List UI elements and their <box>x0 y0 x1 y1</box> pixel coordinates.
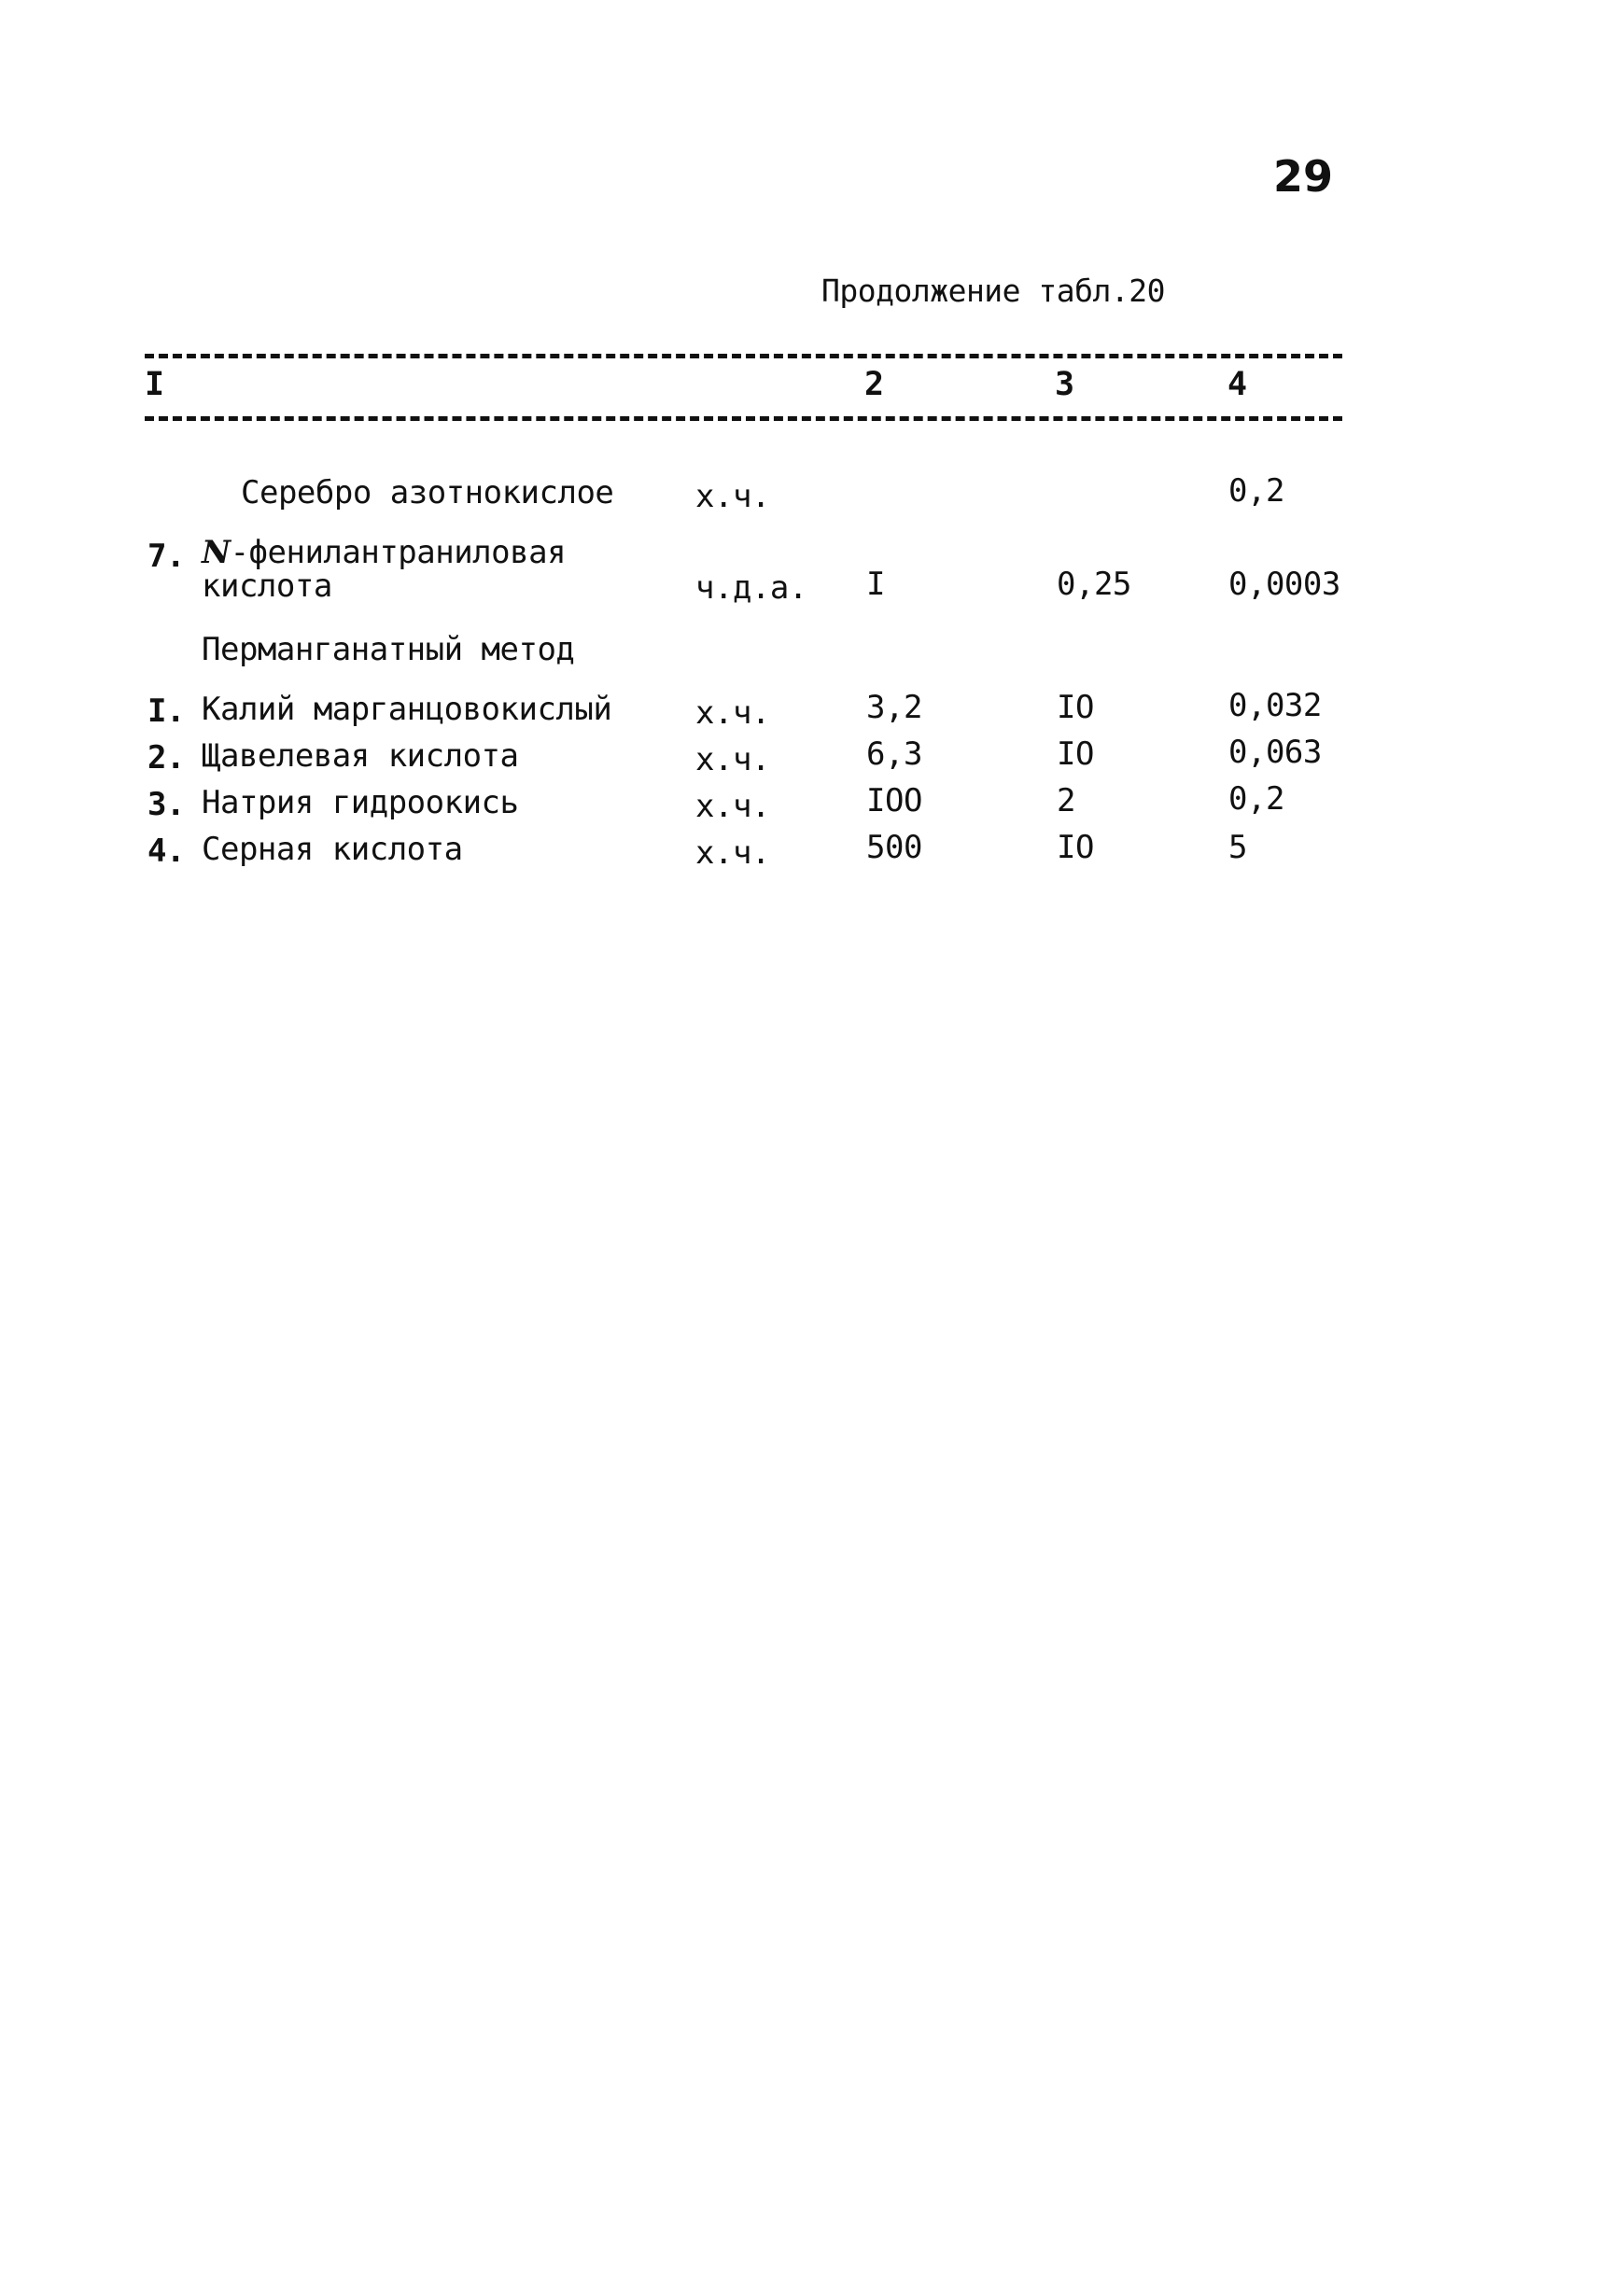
italic-n-symbol: N <box>202 534 231 571</box>
row-number: 7. <box>147 538 185 575</box>
row-col-4: 0,032 <box>1228 687 1322 724</box>
row-grade: х.ч. <box>695 788 770 825</box>
row-name-line-1 <box>202 534 566 571</box>
row-number: I. <box>147 693 185 730</box>
row-col-4: 0,0003 <box>1228 566 1340 603</box>
row-name: Серная кислота <box>202 831 463 868</box>
section-heading: Перманганатный метод <box>202 631 575 668</box>
table-header-col-1: I <box>145 366 165 403</box>
table-header-col-2: 2 <box>864 366 885 403</box>
row-col-3: IO <box>1057 829 1094 866</box>
page-number: 29 <box>1273 151 1334 202</box>
row-name: Серебро азотнокислое <box>241 474 614 511</box>
row-name: Щавелевая кислота <box>202 737 519 775</box>
row-col-2: 3,2 <box>866 689 922 726</box>
row-col-2: 6,3 <box>866 735 922 773</box>
table-rule-bottom <box>145 416 1342 421</box>
row-col-2: IOO <box>866 782 922 819</box>
row-name-line-2: кислота <box>202 567 332 605</box>
row-grade: х.ч. <box>695 478 770 515</box>
row-number: 2. <box>147 739 185 777</box>
table-header-col-3: 3 <box>1055 366 1075 403</box>
table-header-col-4: 4 <box>1227 366 1248 403</box>
row-number: 3. <box>147 786 185 823</box>
row-name: Калий марганцовокислый <box>202 691 612 728</box>
row-number: 4. <box>147 833 185 870</box>
row-grade: х.ч. <box>695 741 770 778</box>
row-col-2: I <box>866 566 885 603</box>
row-col-3: IO <box>1057 735 1094 773</box>
row-col-2: 500 <box>866 829 922 866</box>
row-name: Натрия гидроокись <box>202 784 519 821</box>
row-grade: х.ч. <box>695 834 770 872</box>
row-col-3: 2 <box>1057 782 1075 819</box>
row-grade: ч.д.а. <box>695 569 807 607</box>
row-col-4: 0,063 <box>1228 734 1322 771</box>
row-col-4: 5 <box>1228 829 1247 866</box>
row-col-3: 0,25 <box>1057 566 1131 603</box>
row-col-3: IO <box>1057 689 1094 726</box>
row-col-4: 0,2 <box>1228 472 1284 510</box>
row-col-4: 0,2 <box>1228 780 1284 818</box>
row-name-text: -фенилантраниловая <box>230 534 567 571</box>
row-grade: х.ч. <box>695 694 770 732</box>
table-caption: Продолжение табл.20 <box>821 273 1165 309</box>
table-rule-top <box>145 354 1342 358</box>
